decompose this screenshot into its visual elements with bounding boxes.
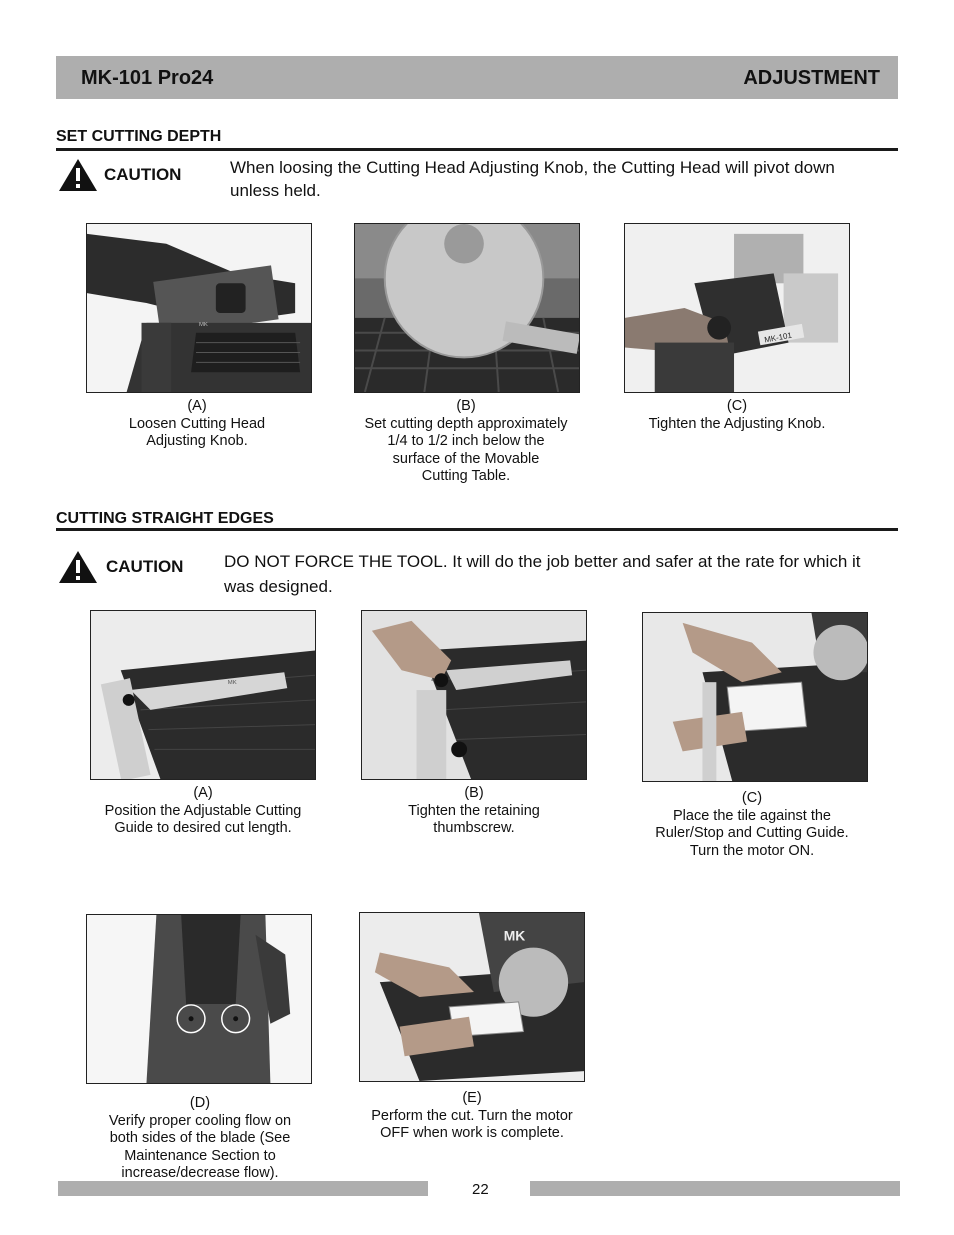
warning-triangle-icon xyxy=(58,158,98,192)
caption-straight-a: (A) Position the Adjustable Cutting Guide to desired cut length. xyxy=(104,785,302,836)
section-divider xyxy=(56,148,898,151)
photo-brand-label: MK xyxy=(199,321,208,328)
caption-depth-c: (C) Tighten the Adjusting Knob. xyxy=(648,398,826,432)
photo-place-tile xyxy=(642,612,868,782)
caption-depth-a: (A) Loosen Cutting Head Adjusting Knob. xyxy=(128,398,266,449)
caution-block xyxy=(58,158,181,192)
caution-text: DO NOT FORCE THE TOOL. It will do the job better and safer at the rate for which it was designed. xyxy=(224,552,861,596)
photo-tighten-knob xyxy=(624,223,850,393)
photo-model-badge: MK-101 xyxy=(763,330,793,345)
section-divider xyxy=(56,528,898,531)
caution-text: When loosing the Cutting Head Adjusting Knob, the Cutting Head will pivot down unless held. xyxy=(230,158,835,200)
photo-loosen-knob xyxy=(86,223,312,393)
footer-bar-left xyxy=(58,1181,428,1196)
cutting-straight-edges-heading: CUTTING STRAIGHT EDGES xyxy=(56,510,274,527)
photo-brand-label: MK xyxy=(227,680,237,687)
caption-straight-d: (D) Verify proper cooling flow on both sides of the blade (See Maintenance Section to increase/decrease flow). xyxy=(108,1095,292,1181)
photo-brand-label: MK xyxy=(503,927,526,944)
caption-depth-b: (B) Set cutting depth approximately 1/4 to 1/2 inch below the surface of the Movable Cutting Table. xyxy=(364,398,568,484)
photo-set-depth xyxy=(354,223,580,393)
header-bar xyxy=(56,56,898,99)
model-title: MK-101 Pro24 xyxy=(81,67,214,89)
caption-straight-e: (E) Perform the cut. Turn the motor OFF when work is complete. xyxy=(371,1090,573,1141)
page-number: 22 xyxy=(472,1181,489,1198)
footer-bar-right xyxy=(530,1181,900,1196)
photo-tighten-thumbscrew xyxy=(361,610,587,780)
caption-straight-b: (B) Tighten the retaining thumbscrew. xyxy=(408,785,540,836)
section-title: ADJUSTMENT xyxy=(743,67,880,89)
caution-block xyxy=(58,550,183,584)
photo-position-guide xyxy=(90,610,316,780)
caution-label: CAUTION xyxy=(104,165,182,184)
photo-perform-cut xyxy=(359,912,585,1082)
warning-triangle-icon xyxy=(58,550,98,584)
caution-label: CAUTION xyxy=(106,557,184,576)
caption-straight-c: (C) Place the tile against the Ruler/Stop and Cutting Guide. Turn the motor ON. xyxy=(655,790,849,859)
photo-cooling-flow xyxy=(86,914,312,1084)
set-cutting-depth-heading: SET CUTTING DEPTH xyxy=(56,128,222,145)
